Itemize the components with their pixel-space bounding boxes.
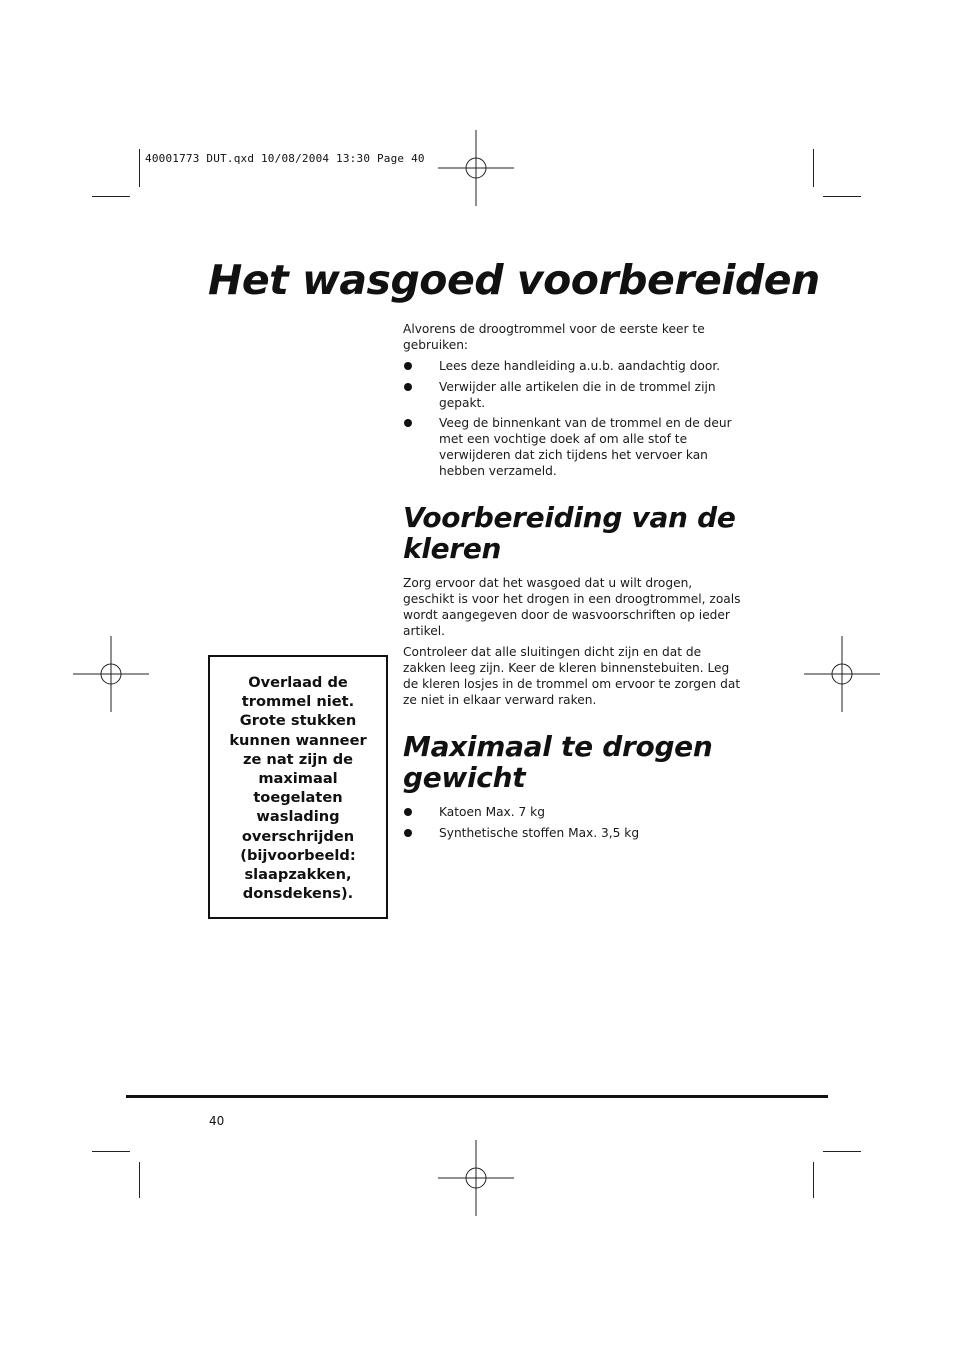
crop-mark [92, 1151, 130, 1152]
page-number: 40 [209, 1114, 225, 1128]
registration-mark-icon [438, 130, 514, 206]
list-item [403, 825, 743, 841]
print-slug: 40001773 DUT.qxd 10/08/2004 13:30 Page 40 [145, 152, 425, 165]
crop-mark [813, 149, 814, 187]
intro-bullet-list [403, 358, 743, 484]
crop-mark [92, 196, 130, 197]
list-item-text: Verwijder alle artikelen die in de trommel zijn gepakt. [439, 379, 716, 410]
crop-mark [813, 1162, 814, 1198]
list-item-text: Synthetische stoffen Max. 3,5 kg [439, 825, 640, 840]
section-heading-max-weight: Maximaal te drogen gewicht [403, 730, 713, 794]
registration-mark-icon [804, 636, 880, 712]
bullet-icon [404, 383, 412, 391]
bullet-icon [404, 419, 412, 427]
registration-mark-icon [438, 1140, 514, 1216]
intro-text: Alvorens de droogtrommel voor de eerste keer te gebruiken: [403, 322, 705, 352]
list-item [403, 415, 743, 479]
crop-mark [823, 1151, 861, 1152]
section-paragraph: Zorg ervoor dat het wasgoed dat u wilt drogen, geschikt is voor het drogen in een droogtrommel, zoals wordt aangegeven door de wasvoorschriften op ieder artikel. [403, 576, 741, 638]
weight-bullet-list [403, 804, 743, 845]
crop-mark [823, 196, 861, 197]
footer-rule [126, 1095, 828, 1098]
bullet-icon [404, 829, 412, 837]
list-item [403, 358, 743, 374]
list-item [403, 379, 743, 411]
warning-box [208, 655, 388, 919]
list-item [403, 804, 743, 820]
section-heading-preparation: Voorbereiding van de kleren [403, 501, 736, 565]
registration-mark-icon [73, 636, 149, 712]
bullet-icon [404, 808, 412, 816]
list-item-text: Lees deze handleiding a.u.b. aandachtig door. [439, 359, 721, 373]
crop-mark [139, 1162, 140, 1198]
warning-text: Overlaad de trommel niet. Grote stukken kunnen wanneer ze nat zijn de maximaal toegelaten waslading overschrijden (bijvoorbeeld: slaapzakken, donsdekens). [229, 674, 367, 903]
list-item-text: Veeg de binnenkant van de trommel en de deur met een vochtige doek af om alle stof te verwijderen dat zich tijdens het vervoer kan hebben verzameld. [439, 416, 732, 478]
page-title: Het wasgoed voorbereiden [208, 256, 820, 304]
crop-mark [139, 149, 140, 187]
section-paragraph: Controleer dat alle sluitingen dicht zijn en dat de zakken leeg zijn. Keer de kleren binnenstebuiten. Leg de kleren losjes in de trommel om ervoor te zorgen dat ze niet in elkaar verward raken. [403, 645, 741, 707]
list-item-text: Katoen Max. 7 kg [439, 805, 545, 819]
bullet-icon [404, 362, 412, 370]
